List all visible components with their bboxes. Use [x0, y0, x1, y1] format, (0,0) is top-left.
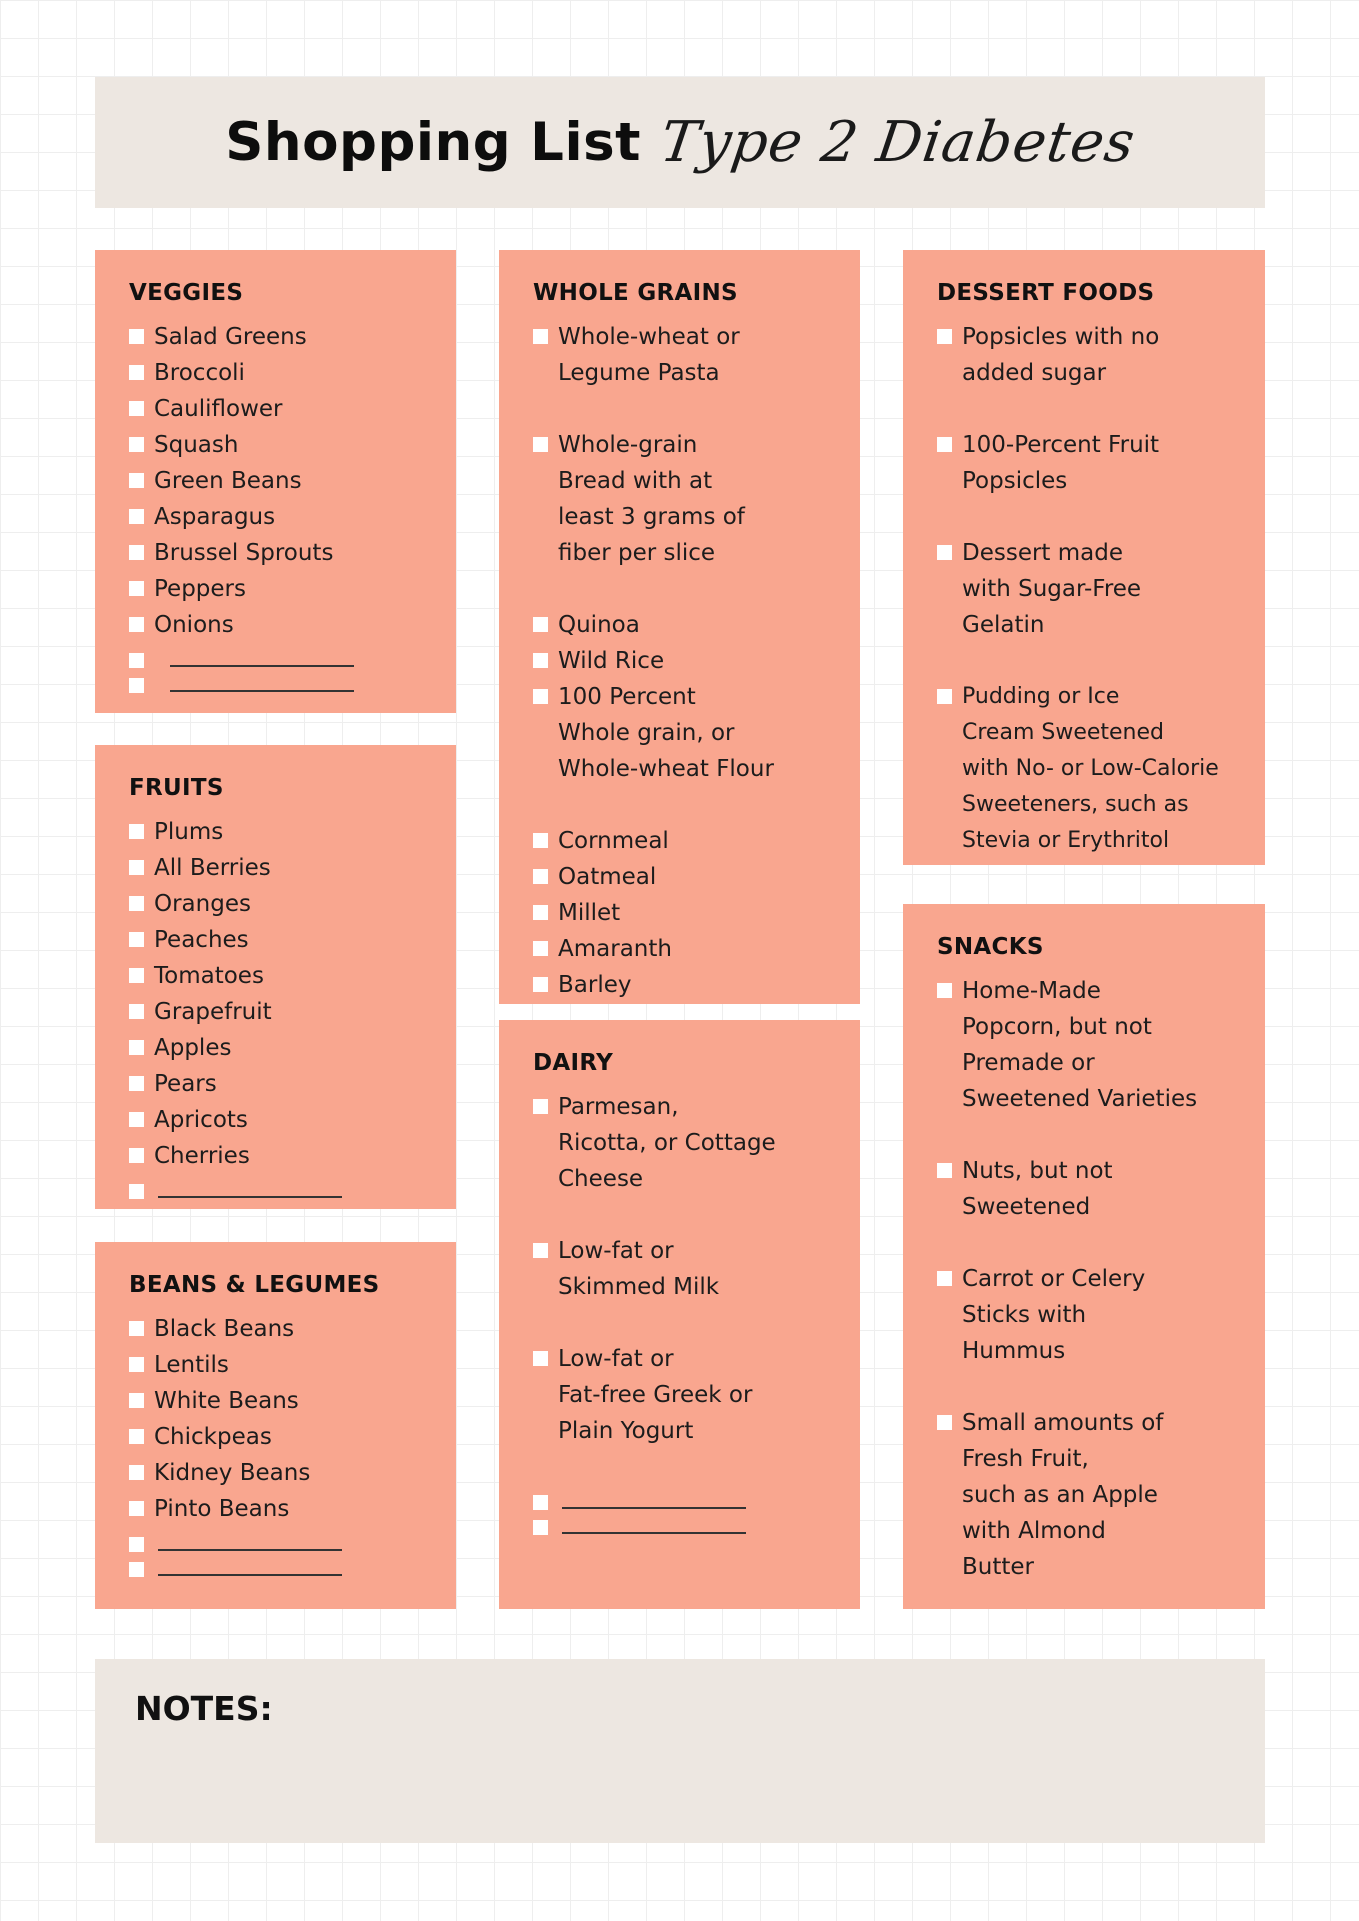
blank-write-in-line[interactable]	[562, 1485, 746, 1509]
checkbox[interactable]	[129, 860, 144, 875]
section-heading: SNACKS	[937, 934, 1044, 960]
section-heading: BEANS & LEGUMES	[129, 1272, 380, 1298]
item-label: Squash	[154, 432, 239, 458]
list-item	[533, 931, 840, 967]
checkbox[interactable]	[937, 1415, 952, 1430]
beans-panel	[95, 1242, 456, 1609]
list-item	[937, 1153, 1245, 1225]
item-label: Pears	[154, 1071, 217, 1097]
checkbox[interactable]	[129, 1076, 144, 1091]
list-item	[129, 571, 436, 607]
item-label: Chickpeas	[154, 1424, 272, 1450]
checkbox[interactable]	[937, 545, 952, 560]
list-item	[937, 1261, 1245, 1369]
whole-grains-panel	[499, 250, 860, 1004]
blank-item	[129, 643, 436, 668]
section-heading: VEGGIES	[129, 280, 244, 306]
item-label: Peppers	[154, 576, 246, 602]
list-item	[129, 1138, 436, 1174]
checkbox[interactable]	[129, 1148, 144, 1163]
list-item	[129, 607, 436, 643]
checkbox[interactable]	[937, 329, 952, 344]
list-item	[129, 1383, 436, 1419]
list-item	[533, 823, 840, 859]
item-label: Oranges	[154, 891, 251, 917]
list-item	[937, 427, 1245, 499]
checkbox[interactable]	[129, 1393, 144, 1408]
item-label: White Beans	[154, 1388, 299, 1414]
page-title: Shopping List	[225, 112, 642, 173]
blank-write-in-line[interactable]	[170, 643, 354, 667]
section-heading: DAIRY	[533, 1050, 614, 1076]
blank-write-in-line[interactable]	[158, 1174, 342, 1198]
list-item	[937, 319, 1245, 391]
list-item	[129, 850, 436, 886]
blank-item	[129, 668, 436, 693]
list-item	[533, 643, 840, 679]
blank-item	[533, 1485, 840, 1510]
list-item	[129, 427, 436, 463]
snacks-panel	[903, 904, 1265, 1609]
notes-box[interactable]	[95, 1659, 1265, 1843]
fruits-list	[129, 814, 436, 1199]
item-label: Low-fat or Skimmed Milk	[558, 1238, 720, 1300]
item-label: Green Beans	[154, 468, 302, 494]
item-label: Brussel Sprouts	[154, 540, 334, 566]
item-label: Low-fat or Fat-free Greek or Plain Yogurt	[558, 1346, 753, 1444]
blank-item	[129, 1527, 436, 1552]
item-label: Tomatoes	[154, 963, 264, 989]
checkbox[interactable]	[937, 437, 952, 452]
item-label: Whole-grain Bread with at least 3 grams of fiber per slice	[558, 432, 745, 566]
list-item	[129, 499, 436, 535]
list-item	[533, 895, 840, 931]
item-label: Amaranth	[558, 936, 672, 962]
item-label: Kidney Beans	[154, 1460, 311, 1486]
checkbox[interactable]	[937, 689, 952, 704]
checkbox[interactable]	[129, 329, 144, 344]
item-label: Dessert made with Sugar-Free Gelatin	[962, 540, 1142, 638]
section-heading: FRUITS	[129, 775, 224, 801]
item-label: 100 Percent Whole grain, or Whole-wheat Flour	[558, 684, 774, 782]
item-label: Carrot or Celery Sticks with Hummus	[962, 1266, 1146, 1364]
blank-item	[129, 1552, 436, 1577]
item-label: Plums	[154, 819, 224, 845]
list-item	[129, 886, 436, 922]
checkbox[interactable]	[533, 653, 548, 668]
item-label: Onions	[154, 612, 234, 638]
checkbox[interactable]	[129, 1429, 144, 1444]
checkbox[interactable]	[129, 653, 144, 668]
item-label: Apricots	[154, 1107, 248, 1133]
blank-write-in-line[interactable]	[562, 1510, 746, 1534]
checkbox[interactable]	[533, 941, 548, 956]
checkbox[interactable]	[129, 1004, 144, 1019]
beans-list	[129, 1311, 436, 1577]
checkbox[interactable]	[937, 1163, 952, 1178]
checkbox[interactable]	[129, 1112, 144, 1127]
list-item	[129, 535, 436, 571]
item-label: Asparagus	[154, 504, 276, 530]
section-heading: WHOLE GRAINS	[533, 280, 738, 306]
item-label: Pudding or Ice Cream Sweetened with No- or Low-Calorie Sweeteners, such as Stevia or Erythritol	[962, 684, 1219, 853]
checkbox[interactable]	[937, 1271, 952, 1286]
blank-write-in-line[interactable]	[170, 668, 354, 692]
checkbox[interactable]	[533, 1351, 548, 1366]
checkbox[interactable]	[129, 968, 144, 983]
item-label: All Berries	[154, 855, 271, 881]
checkbox[interactable]	[129, 1321, 144, 1336]
checkbox[interactable]	[129, 932, 144, 947]
list-item	[533, 1341, 840, 1449]
checkbox[interactable]	[129, 1040, 144, 1055]
checkbox[interactable]	[533, 329, 548, 344]
checkbox[interactable]	[129, 473, 144, 488]
list-item	[937, 679, 1245, 859]
checkbox[interactable]	[533, 869, 548, 884]
checkbox[interactable]	[129, 617, 144, 632]
checkbox[interactable]	[129, 1562, 144, 1577]
checkbox[interactable]	[129, 365, 144, 380]
item-label: Wild Rice	[558, 648, 665, 674]
veggies-list	[129, 319, 436, 693]
list-item	[129, 319, 436, 355]
list-item	[129, 1455, 436, 1491]
veggies-panel	[95, 250, 456, 713]
list-item	[129, 814, 436, 850]
checkbox[interactable]	[129, 896, 144, 911]
checkbox[interactable]	[129, 1184, 144, 1199]
item-label: Cauliflower	[154, 396, 283, 422]
notes-label: NOTES:	[135, 1689, 273, 1728]
checkbox[interactable]	[129, 509, 144, 524]
checkbox[interactable]	[129, 1357, 144, 1372]
list-item	[129, 922, 436, 958]
item-label: Parmesan, Ricotta, or Cottage Cheese	[558, 1094, 776, 1192]
checkbox[interactable]	[129, 824, 144, 839]
list-item	[129, 391, 436, 427]
checkbox[interactable]	[129, 1537, 144, 1552]
checkbox[interactable]	[129, 545, 144, 560]
list-item	[533, 1233, 840, 1305]
item-label: Peaches	[154, 927, 249, 953]
blank-item	[533, 1510, 840, 1535]
item-label: Black Beans	[154, 1316, 295, 1342]
item-label: Home-Made Popcorn, but not Premade or Sweetened Varieties	[962, 978, 1198, 1112]
checkbox[interactable]	[129, 678, 144, 693]
dairy-panel	[499, 1020, 860, 1609]
checkbox[interactable]	[533, 689, 548, 704]
list-item	[129, 1347, 436, 1383]
checkbox[interactable]	[129, 1501, 144, 1516]
checkbox[interactable]	[937, 983, 952, 998]
dessert-list	[937, 319, 1245, 859]
checkbox[interactable]	[129, 437, 144, 452]
list-item	[533, 859, 840, 895]
list-item	[533, 319, 840, 391]
page-subtitle: Type 2 Diabetes	[656, 110, 1140, 175]
fruits-panel	[95, 745, 456, 1209]
list-item	[533, 1089, 840, 1197]
checkbox[interactable]	[533, 1495, 548, 1510]
list-item	[533, 427, 840, 571]
checkbox[interactable]	[533, 1520, 548, 1535]
list-item	[533, 679, 840, 787]
checkbox[interactable]	[129, 401, 144, 416]
item-label: Lentils	[154, 1352, 229, 1378]
item-label: 100-Percent Fruit Popsicles	[962, 432, 1160, 494]
item-label: Grapefruit	[154, 999, 272, 1025]
item-label: Cherries	[154, 1143, 250, 1169]
list-item	[937, 973, 1245, 1117]
checkbox[interactable]	[533, 977, 548, 992]
item-label: Broccoli	[154, 360, 245, 386]
list-item	[129, 1102, 436, 1138]
blank-item	[129, 1174, 436, 1199]
page-header	[95, 77, 1265, 208]
blank-write-in-line[interactable]	[158, 1552, 342, 1576]
section-heading: DESSERT FOODS	[937, 280, 1155, 306]
item-label: Cornmeal	[558, 828, 669, 854]
checkbox[interactable]	[533, 905, 548, 920]
list-item	[937, 1405, 1245, 1585]
list-item	[129, 1311, 436, 1347]
checkbox[interactable]	[533, 617, 548, 632]
item-label: Small amounts of Fresh Fruit, such as an Apple with Almond Butter	[962, 1410, 1164, 1580]
item-label: Quinoa	[558, 612, 640, 638]
checkbox[interactable]	[533, 1099, 548, 1114]
list-item	[129, 1030, 436, 1066]
checkbox[interactable]	[129, 1465, 144, 1480]
snacks-list	[937, 973, 1245, 1585]
item-label: Pinto Beans	[154, 1496, 290, 1522]
list-item	[129, 355, 436, 391]
item-label: Barley	[558, 972, 632, 998]
checkbox[interactable]	[533, 1243, 548, 1258]
list-item	[129, 1066, 436, 1102]
whole-grains-list	[533, 319, 840, 1003]
list-item	[937, 535, 1245, 643]
list-item	[533, 967, 840, 1003]
checkbox[interactable]	[129, 581, 144, 596]
list-item	[129, 994, 436, 1030]
item-label: Millet	[558, 900, 621, 926]
dairy-list	[533, 1089, 840, 1535]
item-label: Oatmeal	[558, 864, 657, 890]
list-item	[129, 1491, 436, 1527]
list-item	[533, 607, 840, 643]
list-item	[129, 958, 436, 994]
dessert-panel	[903, 250, 1265, 865]
item-label: Salad Greens	[154, 324, 307, 350]
list-item	[129, 463, 436, 499]
item-label: Popsicles with no added sugar	[962, 324, 1160, 386]
item-label: Nuts, but not Sweetened	[962, 1158, 1113, 1220]
list-item	[129, 1419, 436, 1455]
blank-write-in-line[interactable]	[158, 1527, 342, 1551]
checkbox[interactable]	[533, 437, 548, 452]
item-label: Whole-wheat or Legume Pasta	[558, 324, 740, 386]
checkbox[interactable]	[533, 833, 548, 848]
item-label: Apples	[154, 1035, 232, 1061]
